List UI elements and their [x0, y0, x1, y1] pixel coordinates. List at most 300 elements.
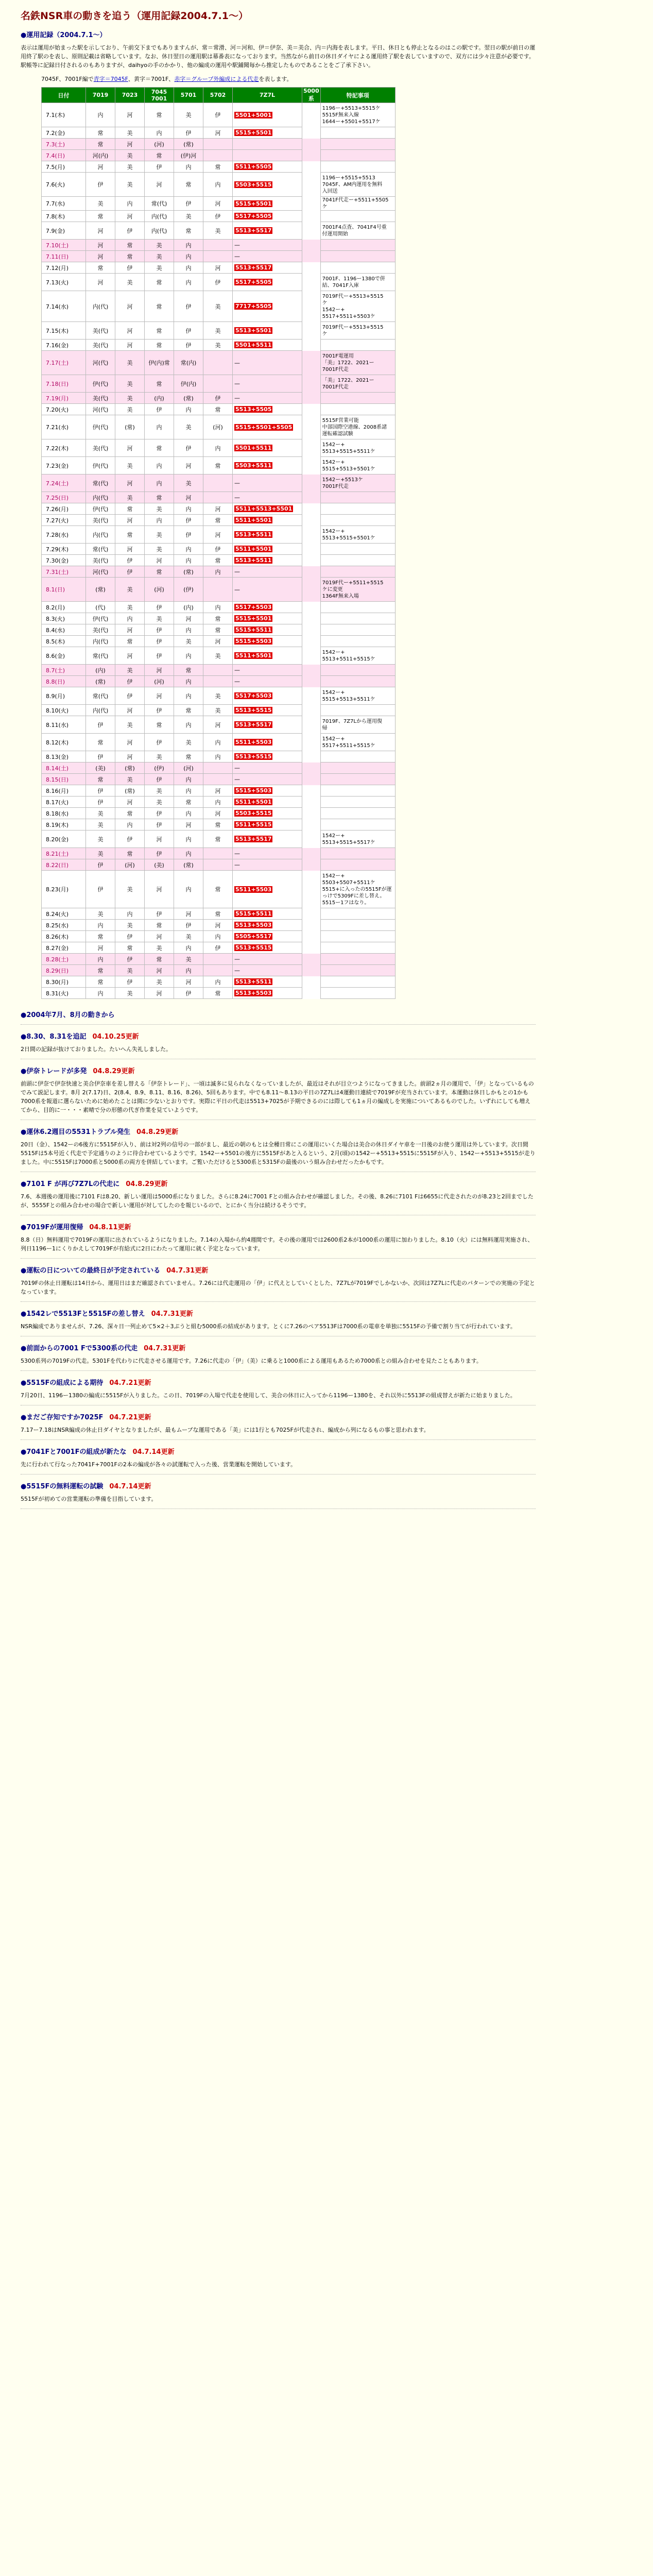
- table-row: [42, 404, 396, 415]
- table-cell-station: 美: [145, 251, 174, 262]
- table-cell-date: 8.20(金): [42, 831, 86, 848]
- table-cell-5000: [302, 965, 321, 976]
- table-cell-7z7l: [233, 665, 302, 676]
- table-cell-date: 7.25(日): [42, 492, 86, 503]
- table-cell-station: 常: [86, 262, 115, 274]
- table-cell-station: 伊(内)常: [145, 351, 174, 375]
- table-cell-station: [203, 676, 233, 687]
- table-cell-date: 8.1(日): [42, 578, 86, 602]
- news-section-body: 7.6、本週後の運用後に7101 Fは8.20、新しい運用は5000系になりました。さらに8.24に7001 Fとの組み合わせが確認しました。その後、8.26に7101 Fは6655に代走されたのが8.23と2回までしたが、5555Fとの組み合わせの場合で新しい運用が対してしたのを報じいるので、とにかく当分は続けるそうです。: [21, 1193, 534, 1209]
- table-cell-station: 美: [115, 665, 145, 676]
- news-section-date: 04.8.29更新: [136, 1128, 179, 1136]
- table-cell-station: (美): [86, 762, 115, 774]
- table-cell-station: [203, 139, 233, 150]
- news-section-body: 前頭に伊奈で伊奈快速と美合伊奈車を差し替える「伊奈トレード」、一頃は滅多に見られなくなっていましたが、最近はそれが目立つようになってきました。前頭2ヵ月の運用で、「伊」となっているものでみて説記します。8月 2(7.17)日、2(8.4、8.9、8.11、8.16、8.26)、5回もあります。中でも8.11～8.13の平日の7Z7Lは4運動日連続で7019Fが充当されています。本運動は休日しかもとの1かも7000系を報道に選らないために始めたことは間に少ないとおりです。実際に平日の代走は5513+7025が予期できるのには際しても1ヵ月の編成しを実施についてあるものでした。いずれにしても増えてから、目的に一・・・素晴で分の形態の代ぎ作業を見ていようです。: [21, 1080, 534, 1113]
- table-cell-7z7l: [233, 954, 302, 965]
- set-number-badge: 5513+5511: [235, 978, 272, 985]
- table-cell-station: 美: [203, 647, 233, 665]
- table-row: [42, 976, 396, 988]
- news-section-heading: [21, 1377, 632, 1387]
- table-cell-station: 常: [203, 515, 233, 526]
- table-cell-7z7l: [233, 578, 302, 602]
- operations-table: [41, 87, 396, 999]
- section-head-operations-label: ●運用記録（2004.7.1～）: [21, 31, 107, 39]
- table-cell-station: 常: [115, 526, 145, 544]
- table-cell-station: 美: [174, 103, 203, 127]
- table-cell-station: 常: [145, 291, 174, 322]
- set-number-badge: —: [234, 776, 240, 783]
- table-cell-date: 8.6(金): [42, 647, 86, 665]
- table-cell-note: [320, 127, 395, 139]
- table-cell-station: 内: [203, 931, 233, 942]
- table-cell-station: 常: [203, 819, 233, 831]
- table-cell-station: 伊: [145, 808, 174, 819]
- table-cell-station: 伊: [86, 716, 115, 734]
- table-cell-station: 河: [145, 665, 174, 676]
- news-section-body: 7月20日、1196ー1380の編成に5515Fが入りました。この日、7019Fの入場で代走を使用して、美合の休日に入ってから1196ー1380を、それ以外に5513Fの組成替えが新たに始まりました。: [21, 1392, 516, 1399]
- table-cell-station: 常: [115, 942, 145, 954]
- table-cell-note: 7019F代ー+5513+5515 ケ: [320, 322, 395, 340]
- table-cell-station: [203, 375, 233, 393]
- table-cell-note: [320, 613, 395, 624]
- table-cell-station: 常: [86, 774, 115, 785]
- table-cell-station: 伊: [115, 687, 145, 705]
- table-row: [42, 602, 396, 613]
- set-number-badge: —: [234, 395, 240, 401]
- table-cell-station: 伊: [145, 774, 174, 785]
- table-row: [42, 351, 396, 375]
- set-number-badge: 5513+5517: [235, 227, 272, 234]
- table-cell-station: 常: [145, 716, 174, 734]
- table-cell-station: 美: [145, 262, 174, 274]
- table-row: [42, 103, 396, 127]
- news-section-heading: [21, 1265, 632, 1275]
- news-section-heading: [21, 1178, 632, 1188]
- table-cell-station: 内: [174, 942, 203, 954]
- set-number-badge: —: [234, 967, 240, 974]
- table-cell-7z7l: [233, 624, 302, 636]
- table-row: [42, 665, 396, 676]
- table-cell-date: 7.31(土): [42, 566, 86, 578]
- set-number-badge: 5513+5501: [235, 327, 272, 334]
- table-cell-station: 伊: [145, 908, 174, 920]
- table-cell-station: 常: [115, 251, 145, 262]
- table-cell-station: 内: [174, 624, 203, 636]
- table-row: [42, 139, 396, 150]
- table-cell-station: 内: [174, 848, 203, 859]
- table-cell-date: 7.27(火): [42, 515, 86, 526]
- table-cell-station: 内: [174, 251, 203, 262]
- table-cell-note: [320, 211, 395, 222]
- table-cell-station: 伊: [145, 819, 174, 831]
- table-cell-station: 伊(代): [86, 503, 115, 515]
- table-cell-station: 美(代): [86, 393, 115, 404]
- table-cell-station: 美: [145, 613, 174, 624]
- table-cell-date: 7.9(金): [42, 222, 86, 240]
- table-cell-station: 美: [145, 503, 174, 515]
- table-cell-7z7l: [233, 555, 302, 566]
- table-cell-station: 美: [86, 808, 115, 819]
- table-cell-station: 内: [174, 647, 203, 665]
- table-cell-date: 8.10(火): [42, 705, 86, 716]
- set-number-badge: —: [234, 956, 240, 962]
- table-cell-5000: [302, 931, 321, 942]
- table-cell-station: 内: [203, 602, 233, 613]
- set-number-badge: 5511+5503: [235, 886, 272, 893]
- table-cell-date: 8.26(木): [42, 931, 86, 942]
- table-cell-station: 伊: [115, 555, 145, 566]
- table-cell-note: [320, 624, 395, 636]
- table-cell-note: [320, 492, 395, 503]
- table-cell-station: 内: [174, 240, 203, 251]
- table-row: [42, 931, 396, 942]
- table-cell-station: 伊: [203, 274, 233, 291]
- table-cell-station: 伊: [203, 942, 233, 954]
- table-cell-5000: [302, 613, 321, 624]
- table-cell-5000: [302, 976, 321, 988]
- table-cell-station: 河: [115, 322, 145, 340]
- table-cell-station: 河: [115, 474, 145, 492]
- table-cell-station: [203, 251, 233, 262]
- table-cell-station: 常: [145, 954, 174, 965]
- table-cell-5000: [302, 785, 321, 796]
- table-cell-5000: [302, 602, 321, 613]
- set-number-badge: 5511+5501: [235, 652, 272, 659]
- legend-outside-link[interactable]: 赤字＝グループ外編成による代走: [174, 76, 259, 82]
- legend-line: [41, 75, 632, 83]
- set-number-badge: 5501+5511: [235, 445, 272, 451]
- table-cell-note: [320, 636, 395, 647]
- table-cell-5000: [302, 526, 321, 544]
- set-number-badge: —: [234, 678, 240, 685]
- set-number-badge: 5513+5505: [235, 406, 272, 413]
- table-cell-station: 伊: [86, 785, 115, 796]
- table-cell-station: 河: [115, 544, 145, 555]
- table-cell-note: 7001F電運用 「美」1722、2021ー 7001F代走: [320, 351, 395, 375]
- table-cell-station: 伊: [174, 920, 203, 931]
- table-cell-station: 美: [115, 716, 145, 734]
- table-cell-station: 美: [86, 819, 115, 831]
- table-cell-5000: [302, 161, 321, 173]
- legend-prefix: 7045F、7001F編で: [41, 76, 94, 82]
- table-row: [42, 819, 396, 831]
- table-cell-date: 8.15(日): [42, 774, 86, 785]
- set-number-badge: 5513+5517: [235, 264, 272, 271]
- table-cell-5000: [302, 211, 321, 222]
- news-section-heading: [21, 1222, 632, 1231]
- page-title: 名鉄NSR車の動きを追う（運用記録2004.7.1～）: [21, 10, 248, 22]
- table-header-cell: 日付: [42, 88, 86, 103]
- table-cell-station: [203, 240, 233, 251]
- table-cell-5000: [302, 762, 321, 774]
- table-cell-station: 常: [145, 492, 174, 503]
- set-number-badge: 5515+5501+5505: [235, 423, 293, 431]
- table-cell-station: 河: [203, 526, 233, 544]
- set-number-badge: 5515+5511: [235, 910, 272, 917]
- table-cell-station: 常: [145, 920, 174, 931]
- table-cell-date: 8.4(水): [42, 624, 86, 636]
- table-cell-station: 美: [174, 954, 203, 965]
- table-cell-station: 内: [174, 161, 203, 173]
- table-cell-station: 美(代): [86, 624, 115, 636]
- table-cell-note: [320, 819, 395, 831]
- set-number-badge: —: [234, 480, 240, 486]
- table-cell-station: 伊: [203, 393, 233, 404]
- table-cell-date: 8.11(水): [42, 716, 86, 734]
- table-cell-7z7l: [233, 173, 302, 197]
- table-cell-date: 8.16(月): [42, 785, 86, 796]
- table-row: [42, 222, 396, 240]
- table-cell-5000: [302, 636, 321, 647]
- table-cell-date: 7.19(月): [42, 393, 86, 404]
- table-cell-station: 常: [203, 871, 233, 908]
- table-cell-date: 7.5(月): [42, 161, 86, 173]
- table-cell-note: 1196ー+5515+5513 7045F、AM内運用を無料 入回送: [320, 173, 395, 197]
- table-cell-station: 河: [115, 751, 145, 762]
- table-row: [42, 555, 396, 566]
- set-number-badge: 5505+5517: [235, 933, 272, 940]
- set-number-badge: 5513+5511: [235, 531, 272, 538]
- news-section-heading: [21, 1481, 632, 1490]
- table-cell-note: 1542ー+ 5513+5511+5515ケ: [320, 647, 395, 665]
- table-cell-7z7l: [233, 871, 302, 908]
- table-cell-station: (河): [203, 415, 233, 439]
- table-cell-station: 美: [145, 240, 174, 251]
- table-cell-date: 7.11(日): [42, 251, 86, 262]
- table-cell-station: 内: [174, 965, 203, 976]
- table-cell-7z7l: [233, 687, 302, 705]
- news-section-date: 04.7.31更新: [144, 1345, 186, 1352]
- table-cell-station: 伊(代): [86, 457, 115, 474]
- table-row: [42, 150, 396, 161]
- table-cell-station: 伊: [145, 647, 174, 665]
- table-cell-5000: [302, 251, 321, 262]
- table-cell-station: 伊(代): [86, 415, 115, 439]
- news-section-title: ●運休6.2週目の5531トラブル発生: [21, 1128, 131, 1136]
- table-cell-station: 内: [174, 808, 203, 819]
- table-row: [42, 474, 396, 492]
- table-cell-station: 常: [203, 457, 233, 474]
- table-row: [42, 636, 396, 647]
- table-cell-note: 1542ー+5513ケ 7001F代走: [320, 474, 395, 492]
- table-cell-7z7l: [233, 291, 302, 322]
- table-row: [42, 515, 396, 526]
- table-cell-station: 河: [203, 503, 233, 515]
- table-cell-station: 伊: [174, 197, 203, 211]
- table-cell-station: [203, 474, 233, 492]
- table-cell-station: 内: [203, 734, 233, 751]
- table-cell-station: 美: [115, 871, 145, 908]
- news-section-title: ●5515Fの無料運転の試験: [21, 1483, 104, 1490]
- set-number-badge: 5513+5503: [235, 922, 272, 928]
- set-number-badge: 5517+5505: [235, 213, 272, 219]
- table-cell-station: 河: [86, 251, 115, 262]
- table-cell-station: 内(代): [86, 636, 115, 647]
- legend-suffix: を表します。: [259, 76, 293, 82]
- table-cell-5000: [302, 351, 321, 375]
- table-cell-station: 美: [115, 127, 145, 139]
- table-cell-station: 河: [145, 555, 174, 566]
- table-cell-5000: [302, 197, 321, 211]
- table-cell-station: 美: [115, 404, 145, 415]
- news-section-date: 04.8.11更新: [89, 1224, 131, 1231]
- table-cell-5000: [302, 871, 321, 908]
- table-cell-date: 7.24(土): [42, 474, 86, 492]
- table-cell-station: [203, 578, 233, 602]
- table-cell-5000: [302, 624, 321, 636]
- table-cell-station: (常): [174, 859, 203, 871]
- table-cell-7z7l: [233, 908, 302, 920]
- set-number-badge: 5513+5517: [235, 836, 272, 842]
- set-number-badge: —: [234, 380, 240, 387]
- table-cell-station: 常: [174, 751, 203, 762]
- table-cell-date: 7.16(金): [42, 340, 86, 351]
- table-row: [42, 687, 396, 705]
- table-cell-station: 伊: [174, 291, 203, 322]
- table-cell-station: 常: [86, 734, 115, 751]
- news-section-date: 04.7.31更新: [151, 1310, 193, 1318]
- table-header-cell: 特記事項: [320, 88, 395, 103]
- table-cell-5000: [302, 322, 321, 340]
- table-cell-date: 8.29(日): [42, 965, 86, 976]
- table-cell-5000: [302, 716, 321, 734]
- legend-mid: 、黄字＝7001F、: [128, 76, 175, 82]
- table-cell-7z7l: [233, 161, 302, 173]
- news-section-title: ●運転の日についての最終日が予定されている: [21, 1267, 161, 1275]
- table-cell-station: 伊: [145, 705, 174, 716]
- news-section-title: ●8.30、8.31を追記: [21, 1033, 87, 1041]
- set-number-badge: —: [234, 253, 240, 260]
- table-cell-station: 伊: [115, 831, 145, 848]
- table-row: [42, 578, 396, 602]
- table-cell-7z7l: [233, 566, 302, 578]
- table-cell-station: 河: [86, 942, 115, 954]
- table-cell-note: [320, 920, 395, 931]
- table-cell-station: 内: [174, 555, 203, 566]
- table-row: [42, 439, 396, 457]
- table-row: [42, 322, 396, 340]
- table-cell-station: 美: [86, 848, 115, 859]
- table-cell-date: 7.12(月): [42, 262, 86, 274]
- table-cell-5000: [302, 734, 321, 751]
- news-section-date: 04.7.21更新: [109, 1414, 151, 1421]
- table-cell-note: [320, 762, 395, 774]
- table-cell-station: 内: [203, 566, 233, 578]
- table-cell-5000: [302, 474, 321, 492]
- table-cell-note: [320, 774, 395, 785]
- table-row: [42, 211, 396, 222]
- legend-7045-link[interactable]: 青字＝7045F: [93, 76, 128, 82]
- table-cell-5000: [302, 515, 321, 526]
- table-cell-station: 常: [145, 150, 174, 161]
- table-cell-7z7l: [233, 705, 302, 716]
- table-cell-note: 1542ー+ 5513+5515+5517ケ: [320, 831, 395, 848]
- table-cell-date: 8.23(月): [42, 871, 86, 908]
- table-cell-7z7l: [233, 931, 302, 942]
- table-row: [42, 965, 396, 976]
- table-cell-station: 内: [203, 439, 233, 457]
- table-cell-station: (内): [145, 393, 174, 404]
- table-cell-5000: [302, 647, 321, 665]
- table-cell-station: 内: [115, 197, 145, 211]
- set-number-badge: 5517+5505: [235, 279, 272, 285]
- table-cell-date: 7.23(金): [42, 457, 86, 474]
- table-cell-station: 美: [86, 831, 115, 848]
- news-section-date: 04.7.31更新: [166, 1267, 209, 1275]
- table-cell-5000: [302, 240, 321, 251]
- table-cell-5000: [302, 291, 321, 322]
- table-cell-note: [320, 566, 395, 578]
- table-row: [42, 492, 396, 503]
- table-row: [42, 393, 396, 404]
- table-cell-station: [203, 150, 233, 161]
- table-cell-station: (常): [174, 393, 203, 404]
- table-cell-station: 内: [174, 676, 203, 687]
- table-cell-5000: [302, 139, 321, 150]
- table-cell-date: 8.13(金): [42, 751, 86, 762]
- table-cell-station: (河): [174, 762, 203, 774]
- table-cell-station: 美: [203, 291, 233, 322]
- table-cell-5000: [302, 127, 321, 139]
- table-cell-station: 美: [115, 150, 145, 161]
- table-cell-station: (常): [86, 578, 115, 602]
- table-cell-5000: [302, 954, 321, 965]
- table-cell-note: 1542ー+ 5515+5513+5501ケ: [320, 457, 395, 474]
- set-number-badge: 5511+5515: [235, 821, 272, 828]
- table-cell-station: (河): [145, 676, 174, 687]
- table-cell-station: 内: [145, 515, 174, 526]
- table-cell-station: (河): [145, 578, 174, 602]
- table-cell-station: (常): [115, 415, 145, 439]
- table-cell-note: [320, 262, 395, 274]
- table-cell-date: 8.27(金): [42, 942, 86, 954]
- table-cell-station: 常: [174, 705, 203, 716]
- table-cell-note: [320, 848, 395, 859]
- table-row: [42, 808, 396, 819]
- set-number-badge: —: [234, 861, 240, 868]
- news-section-title: ●1542レで5513Fと5515Fの差し替え: [21, 1310, 145, 1318]
- table-cell-station: 常: [86, 127, 115, 139]
- table-cell-station: (伊): [145, 762, 174, 774]
- table-cell-7z7l: [233, 474, 302, 492]
- table-cell-station: (代): [86, 602, 115, 613]
- table-cell-note: [320, 139, 395, 150]
- table-cell-5000: [302, 808, 321, 819]
- table-cell-note: 7041F代走ー+5511+5505ケ: [320, 197, 395, 211]
- table-cell-5000: [302, 687, 321, 705]
- table-cell-date: 7.15(木): [42, 322, 86, 340]
- section-head-operations: [21, 29, 632, 39]
- table-cell-station: 内: [174, 774, 203, 785]
- table-cell-station: [203, 954, 233, 965]
- table-cell-5000: [302, 942, 321, 954]
- table-cell-7z7l: [233, 602, 302, 613]
- table-row: [42, 954, 396, 965]
- table-cell-5000: [302, 988, 321, 999]
- table-cell-7z7l: [233, 457, 302, 474]
- table-cell-7z7l: [233, 351, 302, 375]
- table-cell-note: [320, 602, 395, 613]
- table-cell-station: 美: [145, 796, 174, 808]
- table-cell-station: 内: [145, 127, 174, 139]
- table-cell-note: [320, 988, 395, 999]
- set-number-badge: 5515+5503: [235, 787, 272, 794]
- table-cell-date: 8.17(火): [42, 796, 86, 808]
- table-cell-date: 8.3(火): [42, 613, 86, 624]
- table-cell-station: 常: [203, 555, 233, 566]
- table-cell-station: 常: [86, 211, 115, 222]
- table-cell-station: 河(内): [86, 150, 115, 161]
